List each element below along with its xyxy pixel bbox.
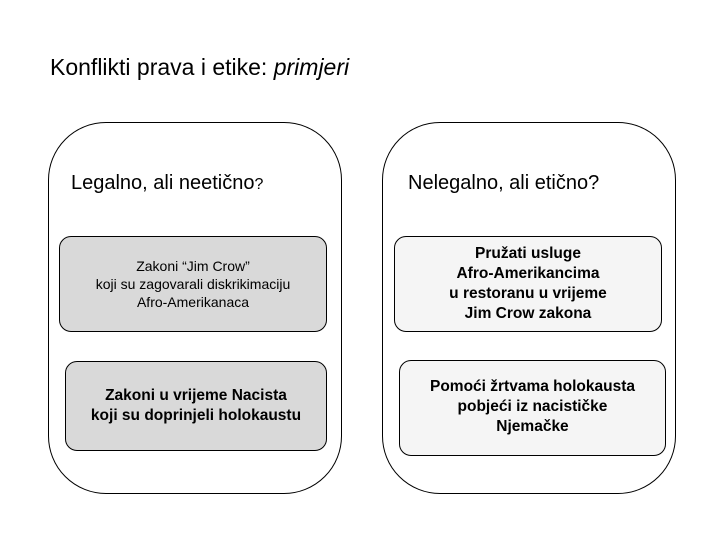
slide-title [50, 54, 349, 81]
right-column-heading [408, 172, 599, 195]
example-box-helping-holocaust-victims [399, 360, 666, 456]
left-column-heading [71, 172, 263, 195]
example-box-jim-crow-laws [59, 236, 327, 332]
title-emphasis: primjeri [273, 54, 350, 80]
title-main: Konflikti prava i etike: [50, 54, 274, 80]
left-heading-text: Legalno, ali neetično [71, 172, 255, 194]
left-heading-mark: ? [254, 176, 264, 193]
box-text: Pomoći žrtvama holokausta pobjeći iz nacističke Njemačke [429, 378, 635, 436]
box-text: Zakoni “Jim Crow” koji su zagovarali diskrikimaciju Afro-Amerikanaca [95, 257, 291, 311]
box-text: Pružati usluge Afro-Amerikancima u restoranu u vrijeme Jim Crow zakona [449, 244, 607, 323]
example-box-nazi-laws [65, 361, 327, 451]
right-heading-text: Nelegalno, ali etično? [408, 172, 600, 194]
box-text: Zakoni u vrijeme Nacista koji su doprinjeli holokaustu [90, 386, 302, 424]
example-box-serving-afro-americans [394, 236, 662, 332]
